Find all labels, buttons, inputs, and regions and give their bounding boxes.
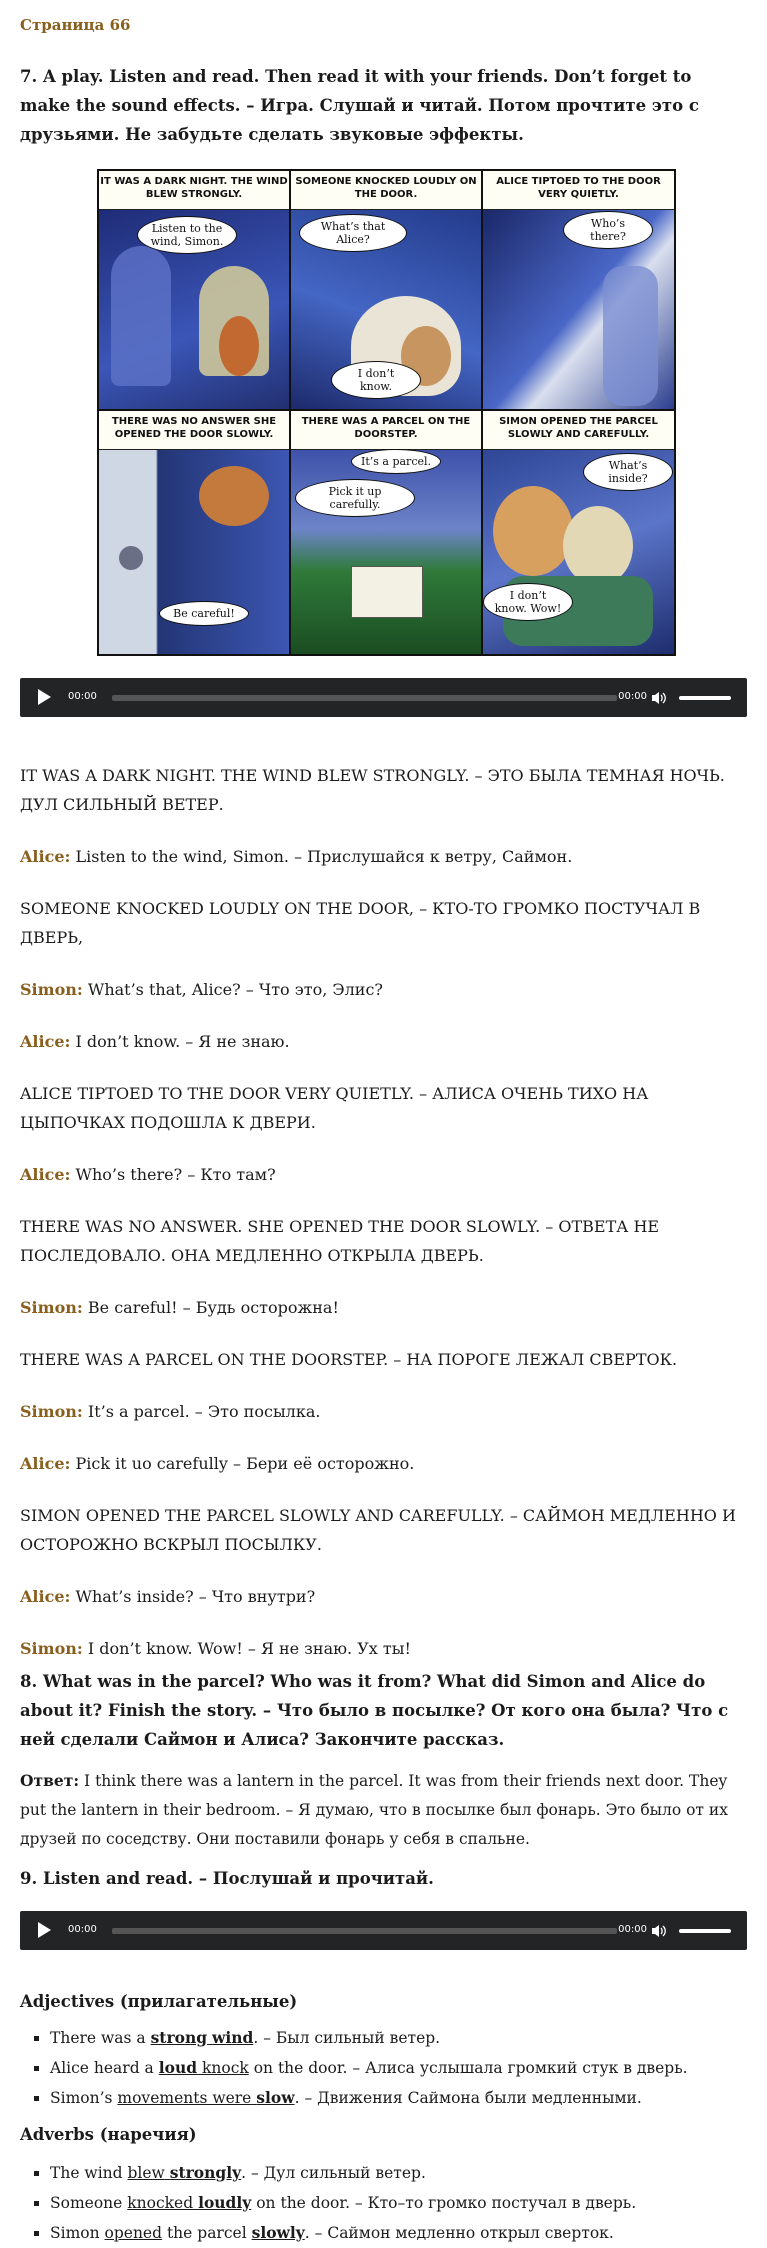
task8-answer [20,1766,747,1854]
comic-caption: THERE WAS A PARCEL ON THE DOORSTEP. [291,411,481,450]
adverbs-heading: Adverbs (наречия) [20,2125,197,2144]
task7-heading: 7. A play. Listen and read. Then read it with your friends. Don’t forget to make the sound effects. – Игра. Слушай и читай. Потом прочтите это с друзьями. Не забудьте сделать звуковые эффекты. [20,67,699,144]
dialogue-line [20,761,747,819]
line-text: THERE WAS A PARCEL ON THE DOORSTEP. – НА ПОРОГЕ ЛЕЖАЛ СВЕРТОК. [20,1350,678,1369]
text: There was a [50,2029,151,2047]
comic-illustration [97,169,676,656]
underlined-word: strongly [169,2163,242,2182]
speaker-label: Alice: [20,1165,71,1184]
play-icon[interactable] [38,689,51,705]
underlined-word: loudly [198,2193,252,2212]
speaker-label: Alice: [20,1032,71,1051]
list-item [50,2053,747,2083]
list-item [50,2188,747,2218]
comic-caption: SIMON OPENED THE PARCEL SLOWLY AND CAREFULLY. [483,411,674,450]
dialogue-line [20,1027,747,1056]
volume-icon[interactable] [651,690,667,706]
task8-heading: 8. What was in the parcel? Who was it from? What did Simon and Alice do about it? Finish the story. – Что было в посылке? От кого она была? Что с ней сделали Саймон и Алиса? Закончите рассказ. [20,1672,729,1749]
speech-bubble: Who’s there? [563,211,653,249]
comic-panel-2 [291,171,481,409]
dialogue-line [20,1293,747,1322]
text: Alice heard a [50,2059,159,2077]
speaker-label: Alice: [20,1454,71,1473]
line-text: IT WAS A DARK NIGHT. THE WIND BLEW STRONGLY. – ЭТО БЫЛА ТЕМНАЯ НОЧЬ. ДУЛ СИЛЬНЫЙ ВЕТЕР. [20,766,725,814]
line-text: Be careful! – Будь осторожна! [87,1298,339,1317]
dialogue-line [20,1501,747,1559]
text: the parcel [162,2224,252,2242]
text: The wind [50,2164,128,2182]
dialogue-line [20,1634,747,1663]
underlined-word: blew [127,2164,165,2182]
dialogue-list [20,761,747,1663]
page-title: Страница 66 [20,16,131,34]
adverbs-list [20,2158,747,2248]
audio-duration: 00:00 [618,1924,647,1935]
speech-bubble: Pick it up carefully. [295,479,415,517]
text: . – Движения Саймона были медленными. [294,2089,642,2107]
list-item [50,2218,747,2248]
text: Simon’s [50,2089,118,2107]
comic-panel-1 [99,171,289,409]
audio-progress-bar[interactable] [112,695,617,701]
underlined-word: slowly [251,2223,305,2242]
underlined-word: wind [212,2028,254,2047]
dialogue-line [20,1582,747,1611]
speech-bubble: I don’t know. Wow! [483,583,573,621]
volume-slider[interactable] [679,696,731,700]
task9-heading: 9. Listen and read. – Послушай и прочитай. [20,1869,434,1888]
underlined-word: movements were [117,2089,252,2107]
line-text: ALICE TIPTOED TO THE DOOR VERY QUIETLY. – АЛИСА ОЧЕНЬ ТИХО НА ЦЫПОЧКАХ ПОДОШЛА К ДВЕРИ. [20,1084,649,1132]
speaker-label: Simon: [20,980,83,999]
list-item [50,2158,747,2188]
underlined-word: slow [256,2088,295,2107]
audio-progress-bar[interactable] [112,1928,617,1934]
line-text: Listen to the wind, Simon. – Прислушайся к ветру, Саймон. [75,847,573,866]
comic-caption: IT WAS A DARK NIGHT. THE WIND BLEW STRONGLY. [99,171,289,210]
line-text: It’s a parcel. – Это посылка. [87,1402,321,1421]
play-icon[interactable] [38,1922,51,1938]
comic-caption: ALICE TIPTOED TO THE DOOR VERY QUIETLY. [483,171,674,210]
speaker-label: Simon: [20,1639,83,1658]
answer-label: Ответ: [20,1771,80,1790]
line-text: SIMON OPENED THE PARCEL SLOWLY AND CAREFULLY. – САЙМОН МЕДЛЕННО И ОСТОРОЖНО ВСКРЫЛ ПОСЫЛКУ. [20,1506,736,1554]
speaker-label: Simon: [20,1298,83,1317]
underlined-word: knock [202,2059,249,2077]
text: Someone [50,2194,128,2212]
comic-caption: THERE WAS NO ANSWER SHE OPENED THE DOOR SLOWLY. [99,411,289,450]
text: . – Был сильный ветер. [253,2029,441,2047]
dialogue-line [20,1397,747,1426]
line-text: Who’s there? – Кто там? [75,1165,276,1184]
line-text: I don’t know. – Я не знаю. [75,1032,290,1051]
dialogue-line [20,975,747,1004]
audio-current-time: 00:00 [68,1924,97,1935]
line-text: Pick it uo carefully – Бери её осторожно. [75,1454,415,1473]
line-text: SOMEONE KNOCKED LOUDLY ON THE DOOR, – КТО-ТО ГРОМКО ПОСТУЧАЛ В ДВЕРЬ, [20,899,701,947]
text: Simon [50,2224,105,2242]
speaker-label: Alice: [20,847,71,866]
line-text: What’s that, Alice? – Что это, Элис? [87,980,383,999]
comic-panel-4 [99,411,289,654]
text: . – Дул сильный ветер. [241,2164,426,2182]
underlined-word: loud [158,2058,198,2077]
text: on the door. – Кто–то громко постучал в дверь. [251,2194,637,2212]
dialogue-line [20,1345,747,1374]
comic-panel-3 [483,171,674,409]
speech-bubble: I don’t know. [331,361,421,399]
speech-bubble: Be careful! [159,601,249,626]
volume-slider[interactable] [679,1929,731,1933]
text: on the door. – Алиса услышала громкий стук в дверь. [248,2059,688,2077]
comic-panel-6 [483,411,674,654]
speech-bubble: What’s that Alice? [299,214,407,252]
dialogue-line [20,1449,747,1478]
text: . – Саймон медленно открыл сверток. [304,2224,614,2242]
audio-current-time: 00:00 [68,691,97,702]
speaker-label: Simon: [20,1402,83,1421]
line-text: THERE WAS NO ANSWER. SHE OPENED THE DOOR SLOWLY. – ОТВЕТА НЕ ПОСЛЕДОВАЛО. ОНА МЕДЛЕННО ОТКРЫЛА ДВЕРЬ. [20,1217,660,1265]
speaker-label: Alice: [20,1587,71,1606]
adjectives-heading: Adjectives (прилагательные) [20,1992,298,2011]
line-text: I don’t know. Wow! – Я не знаю. Ух ты! [87,1639,411,1658]
audio-player [20,678,747,717]
underlined-word: strong [150,2028,208,2047]
audio-player [20,1911,747,1950]
underlined-word: opened [104,2224,163,2242]
answer-text: I think there was a lantern in the parcel. It was from their friends next door. They put the lantern in their bedroom. – Я думаю, что в посылке был фонарь. Это было от их друзей по соседству. Они поставили фонарь у себя в спальне. [20,1772,729,1848]
dialogue-line [20,894,747,952]
speech-bubble: What’s inside? [583,453,673,491]
list-item [50,2083,747,2113]
comic-caption: SOMEONE KNOCKED LOUDLY ON THE DOOR. [291,171,481,210]
comic-panel-5 [291,411,481,654]
speech-bubble: Listen to the wind, Simon. [137,216,237,254]
speech-bubble: It’s a parcel. [351,449,441,474]
line-text: What’s inside? – Что внутри? [75,1587,316,1606]
audio-duration: 00:00 [618,691,647,702]
volume-icon[interactable] [651,1923,667,1939]
list-item [50,2023,747,2053]
dialogue-line [20,1160,747,1189]
dialogue-line [20,842,747,871]
dialogue-line [20,1212,747,1270]
underlined-word: knocked [127,2194,194,2212]
adjectives-list [20,2023,747,2113]
dialogue-line [20,1079,747,1137]
